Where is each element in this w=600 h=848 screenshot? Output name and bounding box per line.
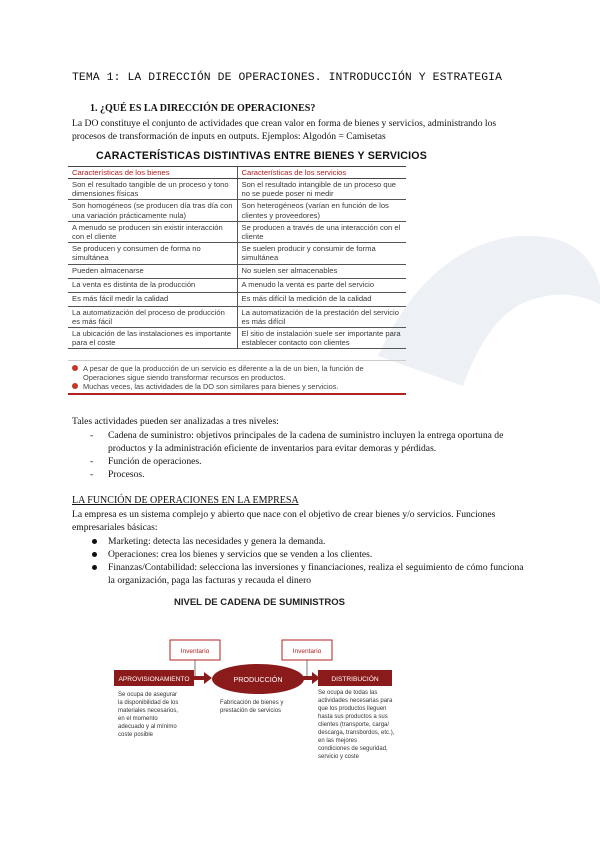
stage-label-right: DISTRIBUCIÓN: [331, 676, 379, 683]
inventory-label-right: Inventario: [292, 648, 322, 655]
table-notes: [68, 360, 406, 395]
table-figure-title: CARACTERÍSTICAS DISTINTIVAS ENTRE BIENES Y SERVICIOS: [96, 150, 428, 162]
services-cell: Se producen a través de una interacción con el cliente: [237, 221, 406, 242]
services-cell: Son heterogéneos (varían en función de los clientes y proveedores): [237, 200, 406, 221]
stage-label-left: APROVISIONAMIENTO: [118, 676, 190, 683]
goods-cell: A menudo se producen sin existir interacción con el cliente: [68, 221, 237, 242]
services-cell: A menudo la venta es parte del servicio: [237, 278, 406, 292]
bullet-icon: [92, 539, 97, 544]
goods-cell: Son homogéneos (se producen día tras día con una variación prácticamente nula): [68, 200, 237, 221]
supply-chain-title: NIVEL DE CADENA DE SUMINISTROS: [174, 597, 346, 608]
table-row: [68, 278, 406, 292]
services-cell: No suelen ser almacenables: [237, 264, 406, 278]
desc-center: Fabricación de bienes y prestación de servicios: [220, 700, 284, 714]
table-header-row: [68, 167, 406, 179]
list-item: [90, 535, 530, 548]
goods-cell: Son el resultado tangible de un proceso y tono dimensiones físicas: [68, 179, 237, 200]
table-row: [68, 221, 406, 242]
services-cell: Es más difícil la medición de la calidad: [237, 292, 406, 306]
table-row: [68, 179, 406, 200]
services-cell: El sitio de instalación suele ser importante para establecer contacto con clientes: [237, 328, 406, 349]
levels-intro: Tales actividades pueden ser analizadas a tres niveles:: [72, 416, 279, 427]
services-cell: La automatización de la prestación del servicio es más difícil: [237, 306, 406, 327]
functions-list: [90, 535, 530, 587]
list-item-text: Operaciones: crea los bienes y servicios que se venden a los clientes.: [108, 549, 373, 560]
table-row: [68, 306, 406, 327]
header-goods: Características de los bienes: [68, 167, 237, 179]
table-row: [68, 292, 406, 306]
comparison-table: [68, 166, 406, 349]
list-item: - Procesos.: [90, 468, 530, 481]
table-row: [68, 200, 406, 221]
header-services: Características de los servicios: [237, 167, 406, 179]
list-item: [90, 561, 530, 587]
note-item: [70, 382, 404, 391]
goods-cell: La ubicación de las instalaciones es importante para el coste: [68, 328, 237, 349]
goods-cell: Se producen y consumen de forma no simultánea: [68, 243, 237, 264]
supply-chain-diagram: [112, 592, 492, 782]
document-title: TEMA 1: LA DIRECCIÓN DE OPERACIONES. INTRODUCCIÓN Y ESTRATEGIA: [72, 72, 503, 84]
list-item: [90, 548, 530, 561]
section-heading-q1: 1. ¿QUÉ ES LA DIRECCIÓN DE OPERACIONES?: [90, 103, 316, 114]
list-item-text: Marketing: detecta las necesidades y genera la demanda.: [108, 536, 326, 547]
q1-paragraph: La DO constituye el conjunto de actividades que crean valor en forma de bienes y servicios, administrando los procesos de transformación de inputs en outputs. Ejemplos: Algodón = Camisetas: [72, 118, 497, 142]
desc-left: Se ocupa de asegurar la disponibilidad de los materiales necesarios, en el momento adecuado y al mínimo coste posible: [118, 692, 179, 738]
levels-list: [90, 429, 530, 481]
function-section-heading: LA FUNCIÓN DE OPERACIONES EN LA EMPRESA: [72, 495, 299, 506]
bullet-icon: [92, 565, 97, 570]
bullet-icon: [92, 552, 97, 557]
desc-right: Se ocupa de todas las actividades necesarias para que los productos lleguen hasta sus productos a sus clientes (transporte, carga/ descarga, transbordos, etc.), en las mejores condiciones de seguridad, servicio y coste: [318, 690, 395, 760]
bullet-icon: [72, 365, 78, 371]
table-row: [68, 243, 406, 264]
goods-services-figure: [68, 146, 600, 402]
goods-cell: La automatización del proceso de producción es más fácil: [68, 306, 237, 327]
goods-cell: La venta es distinta de la producción: [68, 278, 237, 292]
arrow-right-icon: [302, 672, 320, 684]
services-cell: Se suelen producir y consumir de forma simultánea: [237, 243, 406, 264]
list-item-text: Finanzas/Contabilidad: selecciona las inversiones y financiaciones, realiza el seguimiento de cómo funciona la organización, paga las facturas y recauda el dinero: [108, 562, 524, 586]
bullet-icon: [72, 383, 78, 389]
note-text: A pesar de que la producción de un servicio es diferente a la de un bien, la función de Operaciones sigue siendo transformar recursos en productos.: [83, 364, 364, 382]
list-item: - Cadena de suministro: objetivos principales de la cadena de suministro incluyen la entrega oportuna de productos y la administración eficiente de inventarios para evitar demoras y pérdidas.: [90, 429, 530, 455]
goods-cell: Es más fácil medir la calidad: [68, 292, 237, 306]
table-row: [68, 264, 406, 278]
table-row: [68, 328, 406, 349]
goods-cell: Pueden almacenarse: [68, 264, 237, 278]
list-item: - Función de operaciones.: [90, 455, 530, 468]
note-item: [70, 364, 404, 382]
services-cell: Son el resultado intangible de un proceso que no se puede poser ni medir: [237, 179, 406, 200]
function-section-intro: La empresa es un sistema complejo y abierto que nace con el objetivo de crear bienes y/o servicios. Funciones empresariales básicas:: [72, 509, 496, 533]
inventory-label-left: Inventario: [180, 648, 210, 655]
stage-label-center: PRODUCCIÓN: [233, 675, 283, 684]
note-text: Muchas veces, las actividades de la DO son similares para bienes y servicios.: [83, 382, 339, 391]
